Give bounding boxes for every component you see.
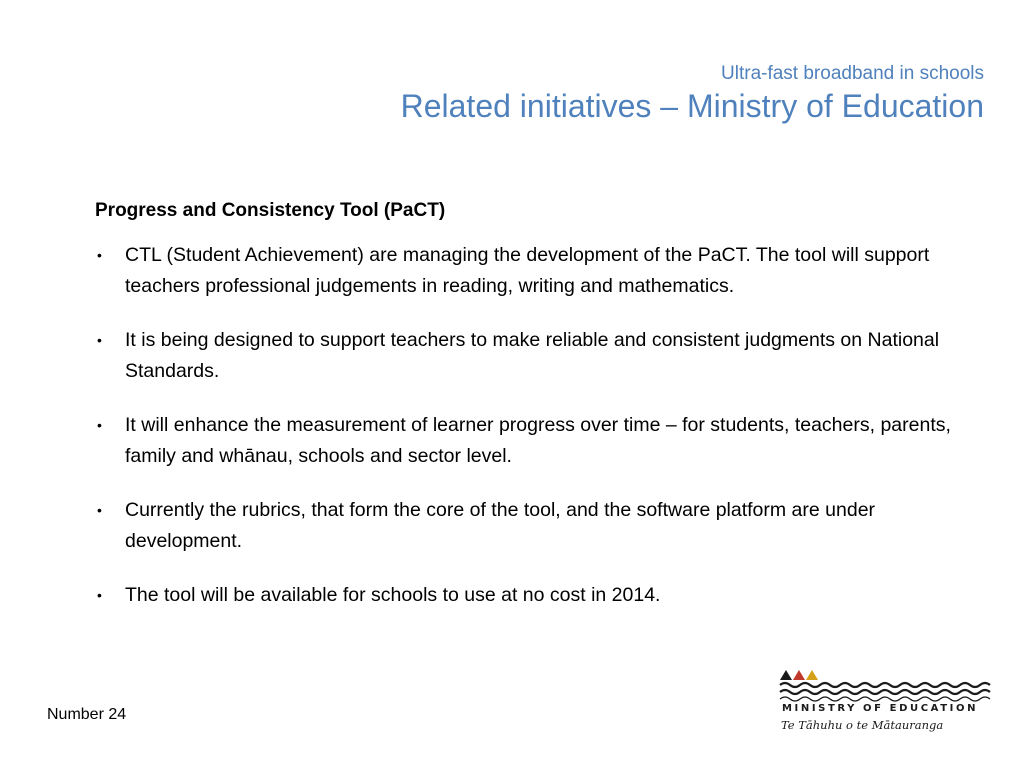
section-heading: Progress and Consistency Tool (PaCT) — [95, 200, 446, 221]
logo-triangle-gold-icon — [806, 670, 818, 680]
ministry-of-education-logo — [778, 668, 993, 738]
logo-tagline: Te Tāhuhu o te Mātauranga — [781, 718, 944, 732]
slide-number: Number 24 — [47, 706, 127, 723]
slide-content — [95, 198, 975, 635]
slide-header — [401, 62, 984, 126]
logo-triangle-red-icon — [793, 670, 805, 680]
bullet-text: It is being designed to support teachers to make reliable and consistent judgments on National Standards. — [125, 329, 940, 382]
bullet-dot-icon: • — [97, 417, 102, 433]
logo-triangle-black-icon — [780, 670, 792, 680]
bullet-dot-icon: • — [97, 332, 102, 348]
bullet-dot-icon: • — [97, 247, 102, 263]
bullet-text: The tool will be available for schools to use at no cost in 2014. — [125, 584, 661, 606]
logo-wave-bottom-icon — [780, 697, 990, 701]
bullet-dot-icon: • — [97, 502, 102, 518]
logo-wave-top-icon — [780, 683, 990, 687]
slide-title: Related initiatives – Ministry of Education — [400, 88, 984, 124]
logo-wave-middle-icon — [780, 690, 990, 694]
bullet-item — [95, 580, 975, 611]
bullet-item — [95, 410, 975, 471]
bullet-item — [95, 240, 975, 301]
bullet-dot-icon: • — [97, 587, 102, 603]
bullet-item — [95, 495, 975, 556]
bullet-item — [95, 325, 975, 386]
bullet-text: It will enhance the measurement of learner progress over time – for students, teachers, parents, family and whānau, schools and sector level. — [125, 414, 951, 467]
bullet-list — [95, 240, 975, 611]
bullet-text: Currently the rubrics, that form the core of the tool, and the software platform are under development. — [125, 499, 876, 552]
logo-graphic-icon — [778, 668, 993, 702]
bullet-text: CTL (Student Achievement) are managing the development of the PaCT. The tool will support teachers professional judgements in reading, writing and mathematics. — [125, 244, 930, 297]
logo-name: MINISTRY OF EDUCATION — [782, 703, 979, 714]
slide-subtitle: Ultra-fast broadband in schools — [721, 63, 984, 84]
